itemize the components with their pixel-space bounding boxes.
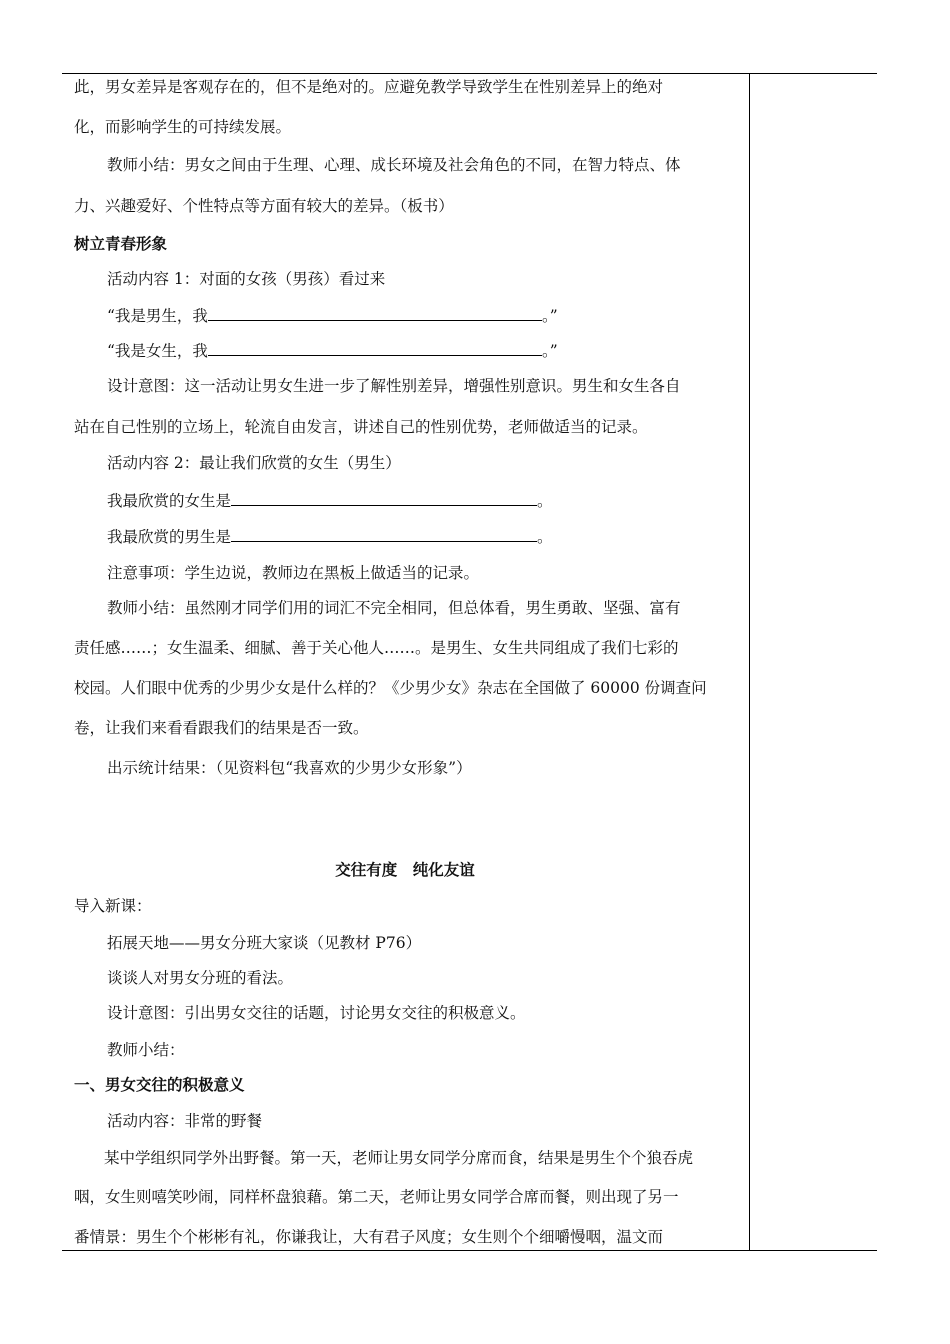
answer-blank[interactable] [208, 305, 542, 321]
table-top-border [62, 73, 877, 74]
text-line: 站在自己性别的立场上，轮流自由发言，讲述自己的性别优势，老师做适当的记录。 [74, 418, 648, 436]
story-paragraph: 某中学组织同学外出野餐。第一天，老师让男女同学分席而食，结果是男生个个狼吞虎 [104, 1149, 694, 1167]
teacher-summary-3: 教师小结： [107, 1041, 185, 1059]
teacher-summary-1: 教师小结：男女之间由于生理、心理、成长环境及社会角色的不同，在智力特点、体 [107, 156, 681, 174]
table-bottom-border [62, 1250, 877, 1251]
teacher-summary-2: 教师小结：虽然刚才同学们用的词汇不完全相同，但总体看，男生勇敢、坚强、富有 [107, 599, 681, 617]
activity-2-title: 活动内容 2：最让我们欣赏的女生（男生） [107, 454, 401, 472]
text-line: 谈谈人对男女分班的看法。 [107, 969, 294, 987]
fill-suffix: 。 [537, 528, 553, 546]
expand-activity: 拓展天地——男女分班大家谈（见教材 P76） [107, 934, 422, 952]
answer-blank[interactable] [208, 340, 542, 356]
new-lesson-intro: 导入新课： [74, 897, 152, 915]
fill-prefix: 我最欣赏的女生是 [107, 492, 232, 510]
text-line: 卷，让我们来看看跟我们的结果是否一致。 [74, 719, 369, 737]
text-line: 此，男女差异是客观存在的，但不是绝对的。应避免教学导致学生在性别差异上的绝对 [74, 78, 664, 96]
note: 注意事项：学生边说，教师边在黑板上做适当的记录。 [107, 564, 480, 582]
fill-suffix: 。” [541, 307, 558, 325]
fill-suffix: 。 [537, 492, 553, 510]
text-line: 番情景：男生个个彬彬有礼，你谦我让，大有君子风度；女生则个个细嚼慢咽，温文而 [74, 1228, 664, 1246]
statistics-result: 出示统计结果：（见资料包“我喜欢的少男少女形象”） [107, 759, 472, 777]
text-line: 责任感……；女生温柔、细腻、善于关心他人……。是男生、女生共同组成了我们七彩的 [74, 639, 679, 657]
text-line: 化，而影响学生的可持续发展。 [74, 118, 292, 136]
text-line: 力、兴趣爱好、个性特点等方面有较大的差异。（板书） [74, 197, 454, 215]
section-heading-1: 一、男女交往的积极意义 [74, 1075, 245, 1094]
design-intent-1: 设计意图：这一活动让男女生进一步了解性别差异，增强性别意识。男生和女生各自 [107, 377, 681, 395]
fill-prefix: “我是女生，我 [107, 342, 208, 360]
fill-in-girl [107, 340, 558, 361]
answer-blank[interactable] [231, 526, 537, 542]
fill-in-boy [107, 305, 558, 326]
activity-title: 活动内容：非常的野餐 [107, 1112, 263, 1130]
fill-prefix: 我最欣赏的男生是 [107, 528, 232, 546]
fill-prefix: “我是男生，我 [107, 307, 208, 325]
section-heading: 树立青春形象 [74, 234, 168, 253]
fill-suffix: 。” [541, 342, 558, 360]
activity-1-title: 活动内容 1：对面的女孩（男孩）看过来 [107, 270, 386, 288]
answer-blank[interactable] [231, 490, 537, 506]
text-line: 咽，女生则嘻笑吵闹，同样杯盘狼藉。第二天，老师让男女同学合席而餐，则出现了另一 [74, 1188, 679, 1206]
design-intent-2: 设计意图：引出男女交往的话题，讨论男女交往的积极意义。 [107, 1004, 526, 1022]
fill-in-favorite-boy [107, 526, 553, 547]
text-line: 校园。人们眼中优秀的少男少女是什么样的？《少男少女》杂志在全国做了 60000 份调查问 [74, 679, 707, 697]
fill-in-favorite-girl [107, 490, 553, 511]
lesson-title: 交往有度 纯化友谊 [335, 860, 475, 879]
table-column-divider [749, 73, 750, 1250]
